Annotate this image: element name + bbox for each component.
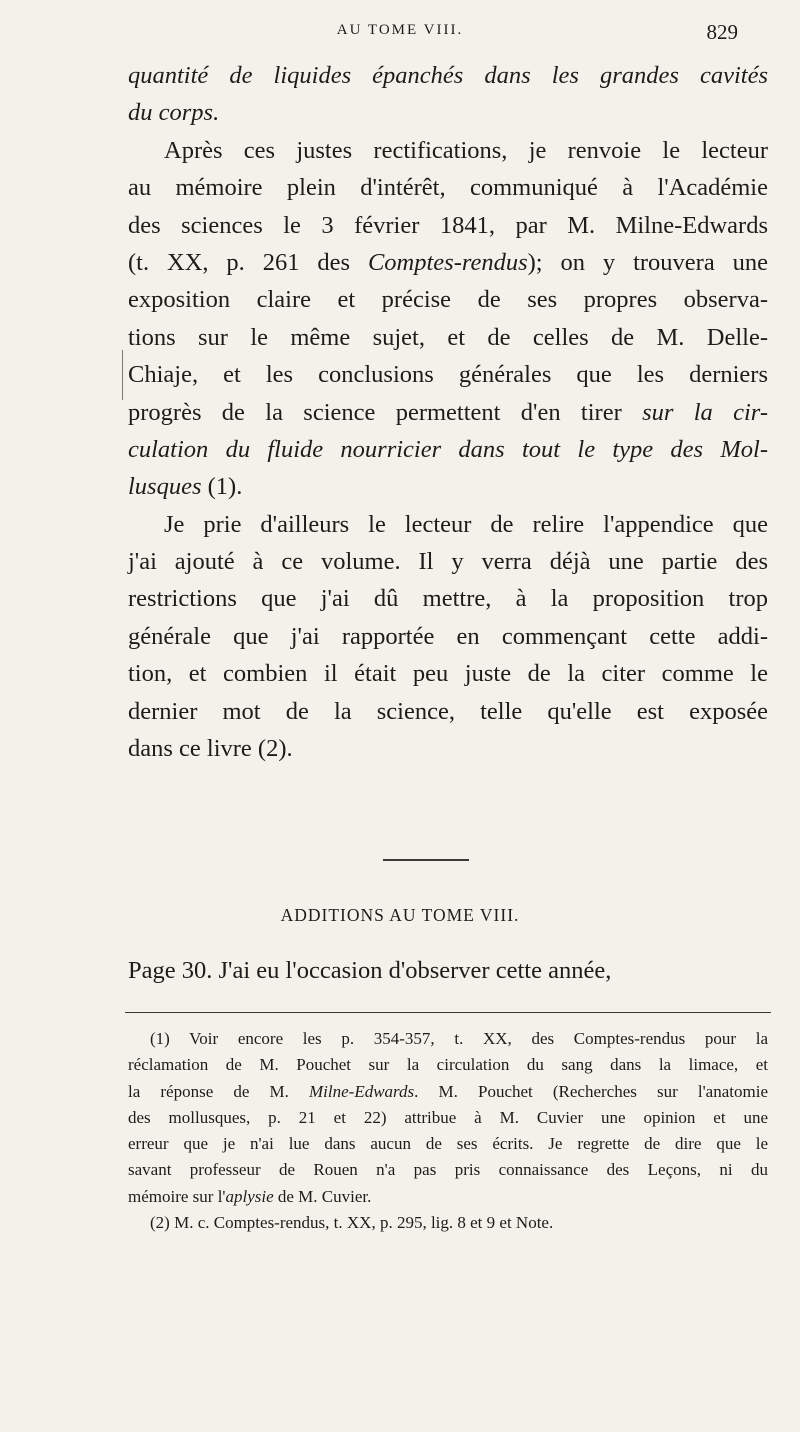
- text-segment: de M. Cuvier.: [273, 1186, 372, 1206]
- section-divider: [383, 859, 469, 861]
- text-line: dans ce livre (2).: [128, 735, 293, 763]
- text-line: [128, 468, 768, 505]
- text-segment: . M. Pouchet (Recherches sur l'anatomie: [414, 1081, 768, 1101]
- text-line: dernier mot de la science, telle qu'elle est exposée: [128, 697, 768, 725]
- italic-text: sur la cir-: [642, 398, 768, 426]
- italic-text: aplysie: [225, 1186, 274, 1206]
- text-segment: progrès de la science permettent d'en tirer: [128, 398, 643, 426]
- text-line: Après ces justes rectifications, je renvoie le lecteur: [164, 136, 768, 164]
- text-line: générale que j'ai rapportée en commençant cette addi-: [128, 622, 768, 650]
- text-line: exposition claire et précise de ses propres observa-: [128, 286, 768, 314]
- footnote-line: (2) M. c. Comptes-rendus, t. XX, p. 295, lig. 8 et 9 et Note.: [150, 1213, 554, 1233]
- footnote-line: réclamation de M. Pouchet sur la circulation du sang dans la limace, et: [128, 1055, 768, 1075]
- italic-text: Comptes-rendus: [367, 248, 528, 276]
- italic-text: lusques: [128, 473, 202, 501]
- italic-text: culation du fluide nourricier dans tout le type des Mol-: [128, 435, 768, 463]
- footnote-line: erreur que je n'ai lue dans aucun de ses écrits. Je regrette de dire que le: [128, 1134, 768, 1154]
- text-segment: (t. XX, p. 261 des: [128, 248, 368, 276]
- text-line: au mémoire plein d'intérêt, communiqué à l'Académie: [128, 174, 768, 202]
- text-line: [128, 244, 768, 281]
- running-head: [0, 20, 800, 44]
- footnote-rule: [125, 1012, 771, 1013]
- main-text: [128, 57, 768, 767]
- text-line: [128, 431, 768, 468]
- text-line: [128, 94, 768, 131]
- text-line: j'ai ajouté à ce volume. Il y verra déjà une partie des: [128, 548, 768, 576]
- section-heading: ADDITIONS AU TOME VIII.: [280, 905, 520, 925]
- text-segment: (1).: [201, 473, 243, 501]
- text-segment: ); on y trouvera une: [527, 248, 768, 276]
- text-line: restrictions que j'ai dû mettre, à la proposition trop: [128, 585, 768, 613]
- italic-text: quantité de liquides épanchés dans les grandes cavités: [128, 62, 768, 89]
- text-line: des sciences le 3 février 1841, par M. Milne-Edwards: [128, 211, 768, 239]
- page-number: 829: [706, 20, 738, 44]
- footnote-line: (1) Voir encore les p. 354-357, t. XX, des Comptes-rendus pour la: [150, 1029, 768, 1048]
- footnote-line: [128, 1184, 768, 1210]
- footnotes: [128, 1026, 768, 1236]
- text-line: tion, et combien il était peu juste de la citer comme le: [128, 660, 768, 688]
- text-line: Je prie d'ailleurs le lecteur de relire l'appendice que: [164, 510, 768, 538]
- text-segment: mémoire sur l': [128, 1186, 226, 1206]
- margin-mark: [122, 350, 123, 400]
- text-line: [128, 394, 768, 431]
- footnote-line: des mollusques, p. 21 et 22) attribue à M. Cuvier une opinion et une: [128, 1107, 768, 1127]
- text-segment: la réponse de M.: [128, 1081, 310, 1101]
- text-line: [128, 57, 768, 94]
- italic-text: Milne-Edwards: [309, 1081, 415, 1101]
- running-title: AU TOME VIII.: [336, 22, 464, 38]
- italic-text: du corps.: [128, 99, 220, 127]
- text-line: tions sur le même sujet, et de celles de M. Delle-: [128, 323, 768, 351]
- section-first-line: Page 30. J'ai eu l'occasion d'observer cette année,: [128, 957, 612, 984]
- footnote-line: savant professeur de Rouen n'a pas pris connaissance des Leçons, ni du: [128, 1160, 768, 1180]
- text-line: Chiaje, et les conclusions générales que les derniers: [128, 361, 768, 389]
- footnote-line: [128, 1079, 768, 1105]
